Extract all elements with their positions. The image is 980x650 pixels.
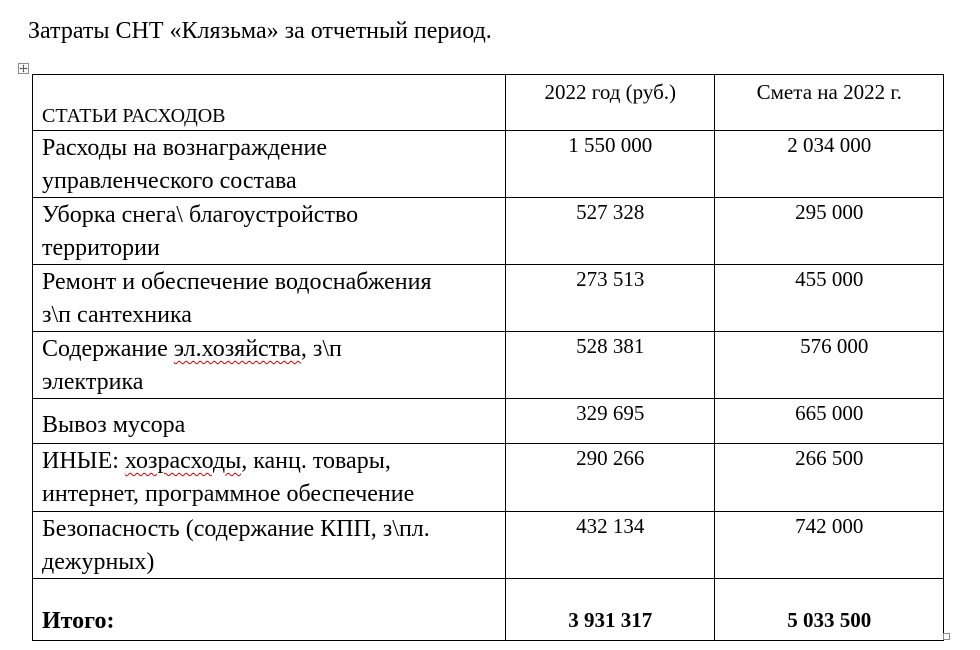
total-label: Итого: xyxy=(42,608,115,634)
row-label-cell[interactable] xyxy=(33,332,506,399)
table-row xyxy=(33,399,944,444)
table-row xyxy=(33,512,944,579)
row-actual-cell[interactable] xyxy=(506,265,715,332)
row-budget-value: 266 500 xyxy=(795,446,864,470)
row-label-line2: Вывоз мусора xyxy=(42,412,186,438)
total-actual-cell[interactable] xyxy=(506,579,715,641)
total-actual-value: 3 931 317 xyxy=(568,608,653,632)
table-row xyxy=(33,198,944,265)
row-label-line2: дежурных) xyxy=(42,549,155,575)
row-actual-cell[interactable] xyxy=(506,131,715,198)
row-budget-cell[interactable] xyxy=(715,512,944,579)
row-actual-value: 290 266 xyxy=(576,446,645,470)
row-label-line1: Расходы на вознаграждение xyxy=(42,135,327,161)
table-row xyxy=(33,444,944,512)
row-budget-value: 742 000 xyxy=(795,514,864,538)
row-label-cell[interactable] xyxy=(33,265,506,332)
row-budget-value: 576 000 xyxy=(800,334,869,358)
header-category-cell[interactable] xyxy=(33,75,506,131)
row-label-pre: Содержание xyxy=(42,336,174,362)
row-actual-value: 527 328 xyxy=(576,200,645,224)
table-resize-handle[interactable] xyxy=(943,633,950,640)
table-row xyxy=(33,265,944,332)
row-label-line2: з\п сантехника xyxy=(42,302,192,328)
row-actual-cell[interactable] xyxy=(506,512,715,579)
row-label-cell[interactable] xyxy=(33,198,506,265)
header-actual-2022: 2022 год (руб.) xyxy=(544,80,677,104)
row-label-line2: управленческого состава xyxy=(42,168,297,194)
header-budget-cell[interactable] xyxy=(715,75,944,131)
row-label-cell[interactable] xyxy=(33,512,506,579)
row-actual-value: 528 381 xyxy=(576,334,645,358)
row-actual-value: 329 695 xyxy=(576,401,645,425)
row-actual-cell[interactable] xyxy=(506,332,715,399)
row-label-post: , канц. товары, xyxy=(241,448,391,474)
row-label-pre: ИНЫЕ: xyxy=(42,448,125,474)
table-total-row xyxy=(33,579,944,641)
row-budget-value: 455 000 xyxy=(795,267,864,291)
header-budget-2022: Смета на 2022 г. xyxy=(756,80,902,104)
row-budget-cell[interactable] xyxy=(715,444,944,512)
row-budget-cell[interactable] xyxy=(715,131,944,198)
row-actual-cell[interactable] xyxy=(506,444,715,512)
row-label-line1 xyxy=(42,332,505,365)
row-label-line2: территории xyxy=(42,235,160,261)
row-label-cell[interactable] xyxy=(33,131,506,198)
spellcheck-marked-word[interactable]: эл.хозяйства xyxy=(173,336,301,362)
table-header-row xyxy=(33,75,944,131)
row-label-cell[interactable] xyxy=(33,444,506,512)
total-label-cell[interactable] xyxy=(33,579,506,641)
document-title: Затраты СНТ «Клязьма» за отчетный период. xyxy=(28,18,492,44)
row-label-line1 xyxy=(42,444,505,477)
row-actual-value: 273 513 xyxy=(576,267,645,291)
row-label-line1: Уборка снега\ благоустройство xyxy=(42,202,359,228)
row-budget-cell[interactable] xyxy=(715,399,944,444)
header-category: СТАТЬИ РАСХОДОВ xyxy=(42,105,226,127)
row-actual-value: 1 550 000 xyxy=(568,133,653,157)
row-budget-value: 2 034 000 xyxy=(787,133,872,157)
expenses-table xyxy=(32,74,944,641)
row-label-post: , з\п xyxy=(300,336,342,362)
row-label-cell[interactable] xyxy=(33,399,506,444)
row-budget-cell[interactable] xyxy=(715,265,944,332)
row-label-line1: Безопасность (содержание КПП, з\пл. xyxy=(42,516,430,542)
row-budget-value: 665 000 xyxy=(795,401,864,425)
row-budget-cell[interactable] xyxy=(715,198,944,265)
row-label-line1: Ремонт и обеспечение водоснабжения xyxy=(42,269,432,295)
spellcheck-marked-word[interactable]: хозрасходы xyxy=(124,448,242,474)
table-row xyxy=(33,332,944,399)
total-budget-cell[interactable] xyxy=(715,579,944,641)
row-label-line2: интернет, программное обеспечение xyxy=(42,481,415,507)
total-budget-value: 5 033 500 xyxy=(787,608,872,632)
table-move-handle-icon[interactable] xyxy=(18,63,29,74)
row-actual-cell[interactable] xyxy=(506,399,715,444)
header-actual-cell[interactable] xyxy=(506,75,715,131)
table-row xyxy=(33,131,944,198)
row-budget-value: 295 000 xyxy=(795,200,864,224)
row-budget-cell[interactable] xyxy=(715,332,944,399)
row-actual-value: 432 134 xyxy=(576,514,645,538)
row-label-line2: электрика xyxy=(42,369,144,395)
row-actual-cell[interactable] xyxy=(506,198,715,265)
